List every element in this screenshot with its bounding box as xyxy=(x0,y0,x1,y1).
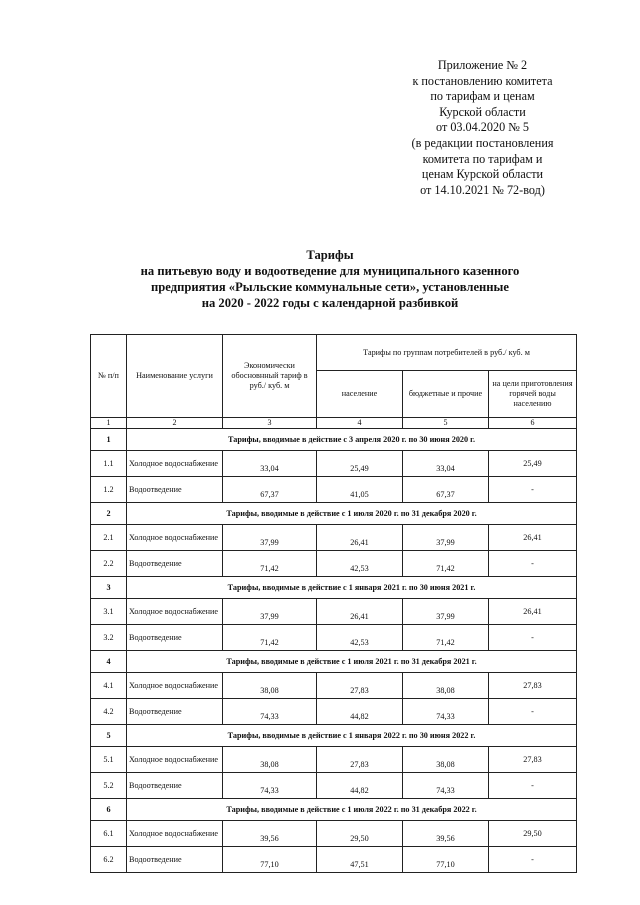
tariff-population: 26,41 xyxy=(317,525,403,551)
tariff-budget: 38,08 xyxy=(403,747,489,773)
row-number: 5.2 xyxy=(91,773,127,799)
econ-tariff: 71,42 xyxy=(223,551,317,577)
tariff-population: 42,53 xyxy=(317,551,403,577)
econ-tariff: 67,37 xyxy=(223,477,317,503)
tariff-hotwater: - xyxy=(489,625,577,651)
col-number: 1 xyxy=(91,418,127,429)
econ-tariff: 38,08 xyxy=(223,673,317,699)
section-row xyxy=(91,725,577,747)
row-number: 6.1 xyxy=(91,821,127,847)
section-row xyxy=(91,799,577,821)
appendix-line: Курской области xyxy=(439,104,526,119)
col-number: 5 xyxy=(403,418,489,429)
tariff-budget: 38,08 xyxy=(403,673,489,699)
section-row xyxy=(91,651,577,673)
tariff-budget: 37,99 xyxy=(403,599,489,625)
row-number: 4.2 xyxy=(91,699,127,725)
tariff-budget: 71,42 xyxy=(403,625,489,651)
section-title: Тарифы, вводимые в действие с 1 июля 2020 г. по 31 декабря 2020 г. xyxy=(127,503,577,525)
table-row xyxy=(91,699,577,725)
table-row xyxy=(91,525,577,551)
tariff-budget: 67,37 xyxy=(403,477,489,503)
tariff-hotwater: - xyxy=(489,477,577,503)
table-row xyxy=(91,773,577,799)
service-name: Холодное водоснабжение xyxy=(127,599,223,625)
table-row xyxy=(91,821,577,847)
tariff-budget: 74,33 xyxy=(403,773,489,799)
service-name: Водоотведение xyxy=(127,477,223,503)
service-name: Холодное водоснабжение xyxy=(127,821,223,847)
header-hotwater: на цели приготовления горячей воды населению xyxy=(489,371,577,418)
appendix-block xyxy=(370,58,595,198)
section-number: 4 xyxy=(91,651,127,673)
tariff-hotwater: - xyxy=(489,699,577,725)
service-name: Водоотведение xyxy=(127,699,223,725)
table-row xyxy=(91,551,577,577)
appendix-line: комитета по тарифам и xyxy=(422,151,543,166)
table-row xyxy=(91,673,577,699)
service-name: Водоотведение xyxy=(127,551,223,577)
row-number: 1.1 xyxy=(91,451,127,477)
header-econ: Экономически обосновнный тариф в руб./ куб. м xyxy=(223,335,317,418)
header-groups: Тарифы по группам потребителей в руб./ куб. м xyxy=(317,335,577,371)
table-row xyxy=(91,747,577,773)
service-name: Водоотведение xyxy=(127,625,223,651)
row-number: 3.1 xyxy=(91,599,127,625)
col-number: 3 xyxy=(223,418,317,429)
row-number: 1.2 xyxy=(91,477,127,503)
row-number: 3.2 xyxy=(91,625,127,651)
title-line: на питьевую воду и водоотведение для муниципального казенного xyxy=(140,264,520,278)
service-name: Водоотведение xyxy=(127,847,223,873)
section-title: Тарифы, вводимые в действие с 1 июля 2022 г. по 31 декабря 2022 г. xyxy=(127,799,577,821)
section-title: Тарифы, вводимые в действие с 1 января 2021 г. по 30 июня 2021 г. xyxy=(127,577,577,599)
tariff-hotwater: 29,50 xyxy=(489,821,577,847)
tariff-budget: 37,99 xyxy=(403,525,489,551)
tariff-hotwater: - xyxy=(489,847,577,873)
section-title: Тарифы, вводимые в действие с 1 января 2022 г. по 30 июня 2022 г. xyxy=(127,725,577,747)
row-number: 5.1 xyxy=(91,747,127,773)
section-title: Тарифы, вводимые в действие с 3 апреля 2020 г. по 30 июня 2020 г. xyxy=(127,429,577,451)
header-service: Наименование услуги xyxy=(127,335,223,418)
col-number: 4 xyxy=(317,418,403,429)
appendix-line: по тарифам и ценам xyxy=(430,89,535,104)
appendix-line: от 03.04.2020 № 5 xyxy=(436,120,529,135)
econ-tariff: 38,08 xyxy=(223,747,317,773)
service-name: Холодное водоснабжение xyxy=(127,525,223,551)
section-number: 2 xyxy=(91,503,127,525)
appendix-line: ценам Курской области xyxy=(421,167,544,182)
title-line: предприятия «Рыльские коммунальные сети», установленные xyxy=(151,280,509,294)
tariff-budget: 33,04 xyxy=(403,451,489,477)
service-name: Холодное водоснабжение xyxy=(127,747,223,773)
title-line: на 2020 - 2022 годы с календарной разбивкой xyxy=(201,296,459,310)
econ-tariff: 74,33 xyxy=(223,699,317,725)
section-title: Тарифы, вводимые в действие с 1 июля 2021 г. по 31 декабря 2021 г. xyxy=(127,651,577,673)
tariff-population: 25,49 xyxy=(317,451,403,477)
table-row xyxy=(91,477,577,503)
econ-tariff: 71,42 xyxy=(223,625,317,651)
table-row xyxy=(91,625,577,651)
row-number: 6.2 xyxy=(91,847,127,873)
tariff-budget: 74,33 xyxy=(403,699,489,725)
tariff-population: 44,82 xyxy=(317,699,403,725)
econ-tariff: 77,10 xyxy=(223,847,317,873)
header-population: население xyxy=(317,371,403,418)
section-number: 5 xyxy=(91,725,127,747)
section-number: 1 xyxy=(91,429,127,451)
tariff-population: 47,51 xyxy=(317,847,403,873)
section-row xyxy=(91,577,577,599)
econ-tariff: 37,99 xyxy=(223,599,317,625)
tariff-budget: 77,10 xyxy=(403,847,489,873)
tariff-hotwater: 27,83 xyxy=(489,747,577,773)
document-title xyxy=(60,247,600,311)
section-row xyxy=(91,503,577,525)
tariff-hotwater: - xyxy=(489,773,577,799)
econ-tariff: 37,99 xyxy=(223,525,317,551)
row-number: 2.1 xyxy=(91,525,127,551)
col-number: 6 xyxy=(489,418,577,429)
service-name: Холодное водоснабжение xyxy=(127,451,223,477)
tariff-population: 29,50 xyxy=(317,821,403,847)
tariff-population: 42,53 xyxy=(317,625,403,651)
title-line: Тарифы xyxy=(306,248,354,262)
tariff-table xyxy=(90,334,577,873)
tariff-budget: 71,42 xyxy=(403,551,489,577)
table-row xyxy=(91,847,577,873)
row-number: 4.1 xyxy=(91,673,127,699)
tariff-population: 41,05 xyxy=(317,477,403,503)
header-num: № п/п xyxy=(91,335,127,418)
section-number: 3 xyxy=(91,577,127,599)
table-row xyxy=(91,451,577,477)
tariff-population: 27,83 xyxy=(317,673,403,699)
tariff-hotwater: 26,41 xyxy=(489,599,577,625)
tariff-hotwater: 27,83 xyxy=(489,673,577,699)
appendix-line: к постановлению комитета xyxy=(412,73,553,88)
service-name: Водоотведение xyxy=(127,773,223,799)
table-row xyxy=(91,599,577,625)
tariff-hotwater: - xyxy=(489,551,577,577)
col-number: 2 xyxy=(127,418,223,429)
appendix-line: (в редакции постановления xyxy=(411,135,554,150)
tariff-population: 26,41 xyxy=(317,599,403,625)
row-number: 2.2 xyxy=(91,551,127,577)
tariff-population: 44,82 xyxy=(317,773,403,799)
section-number: 6 xyxy=(91,799,127,821)
service-name: Холодное водоснабжение xyxy=(127,673,223,699)
appendix-line: Приложение № 2 xyxy=(437,58,528,72)
tariff-hotwater: 25,49 xyxy=(489,451,577,477)
tariff-hotwater: 26,41 xyxy=(489,525,577,551)
econ-tariff: 33,04 xyxy=(223,451,317,477)
section-row xyxy=(91,429,577,451)
econ-tariff: 39,56 xyxy=(223,821,317,847)
header-budget: бюджетные и прочие xyxy=(403,371,489,418)
tariff-budget: 39,56 xyxy=(403,821,489,847)
tariff-population: 27,83 xyxy=(317,747,403,773)
econ-tariff: 74,33 xyxy=(223,773,317,799)
appendix-line: от 14.10.2021 № 72-вод) xyxy=(420,182,545,197)
